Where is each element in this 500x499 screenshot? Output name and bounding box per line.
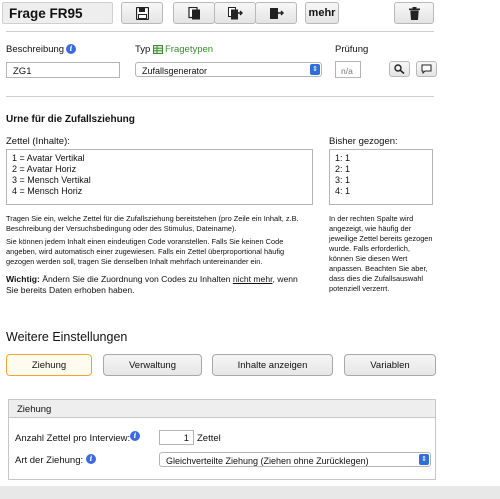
urne-heading: Urne für die Zufallsziehung: [6, 114, 135, 125]
zettel-help-2: Sie können jedem Inhalt einen eindeutigen Code voranstellen. Falls Sie keinen Code angeben, wird automatisch einer zugewiesen. Falls ein Zettel überproportional häufig gezogen werden soll, tragen Sie denselben Inhalt mehrfach untereinander ein.: [6, 237, 285, 266]
tab-ziehung[interactable]: [6, 354, 92, 376]
ziehung-panel-title: Ziehung: [9, 400, 435, 418]
info-icon[interactable]: i: [66, 44, 76, 54]
divider: [6, 31, 434, 32]
copy-to-icon: [228, 7, 243, 20]
move-to-button[interactable]: [255, 2, 297, 24]
zettel-textarea[interactable]: [6, 149, 313, 205]
info-icon[interactable]: i: [130, 431, 140, 441]
tab-ziehung-label: Ziehung: [31, 359, 67, 371]
ziehung-panel: [8, 399, 436, 480]
anzahl-value: 1: [183, 433, 189, 444]
speech-bubble-icon: [421, 64, 432, 74]
question-title: Frage FR95: [2, 2, 113, 24]
warning-part-2: , wenn Sie bereits Daten erhoben haben.: [6, 274, 298, 295]
bisher-textarea[interactable]: [329, 149, 433, 205]
fragetypen-link[interactable]: [153, 44, 213, 55]
tab-verwaltung[interactable]: [103, 354, 202, 376]
delete-button[interactable]: [394, 2, 434, 24]
art-label: Art der Ziehung:: [15, 455, 84, 466]
magnifier-icon: [394, 64, 405, 74]
fragetypen-link-label: Fragetypen: [165, 44, 214, 55]
move-to-icon: [269, 7, 284, 20]
typ-label: Typ: [135, 44, 151, 55]
tab-verwaltung-label: Verwaltung: [128, 359, 176, 371]
duplicate-icon: [188, 7, 201, 20]
duplicate-button[interactable]: [173, 2, 215, 24]
beschreibung-input[interactable]: ZG1: [6, 62, 120, 78]
anzahl-unit: Zettel: [197, 433, 221, 444]
art-select[interactable]: [159, 452, 431, 467]
beschreibung-label: Beschreibung: [6, 44, 65, 55]
pruefung-label: Prüfung: [335, 44, 369, 55]
zettel-help-1: Tragen Sie ein, welche Zettel für die Zufallsziehung bereitstehen (pro Zeile ein Inhalt, z.B. Beschreibung der Versuchsbedingung oder des Stimulus, Dateiname).: [6, 214, 299, 233]
typ-select[interactable]: [135, 62, 322, 77]
warning-text: [6, 274, 311, 296]
pruefung-input[interactable]: [335, 61, 361, 78]
select-arrow-icon: ⇕: [419, 454, 429, 465]
bisher-label: Bisher gezogen:: [329, 136, 398, 147]
warning-underline: nicht mehr: [232, 274, 273, 284]
tab-variablen-label: Variablen: [370, 359, 410, 371]
divider: [6, 96, 434, 97]
typ-select-value: Zufallsgenerator: [142, 66, 208, 76]
save-icon: [136, 7, 149, 20]
zettel-label: Zettel (Inhalte):: [6, 136, 70, 147]
save-button[interactable]: [121, 2, 163, 24]
search-button[interactable]: [389, 61, 410, 77]
more-button-label: mehr: [308, 7, 336, 19]
more-button[interactable]: [305, 2, 339, 24]
tab-inhalte-anzeigen-label: Inhalte anzeigen: [237, 359, 308, 371]
art-select-value: Gleichverteilte Ziehung (Ziehen ohne Zurücklegen): [166, 456, 369, 466]
copy-to-button[interactable]: [214, 2, 256, 24]
comment-button[interactable]: [416, 61, 437, 77]
bottom-bar: [0, 486, 500, 499]
table-icon: [153, 45, 163, 54]
tab-variablen[interactable]: [344, 354, 436, 376]
weitere-heading: Weitere Einstellungen: [6, 330, 128, 344]
warning-bold: Wichtig:: [6, 274, 40, 284]
bisher-help: In der rechten Spalte wird angezeigt, wie häufig der jeweilige Zettel bereits gezogen wurde. Falls erforderlich, können Sie diesen Wert anpassen. Beachten Sie aber, dass dies die Zufallsauswahl potenziell verzerrt.: [329, 214, 433, 293]
select-arrow-icon: ⇕: [310, 64, 320, 75]
trash-icon: [409, 7, 420, 20]
anzahl-input[interactable]: [159, 430, 194, 445]
tab-inhalte-anzeigen[interactable]: [212, 354, 333, 376]
info-icon[interactable]: i: [86, 454, 96, 464]
pruefung-value: n/a: [341, 66, 353, 76]
warning-part-1: Ändern Sie die Zuordnung von Codes zu Inhalten: [39, 274, 233, 284]
anzahl-label: Anzahl Zettel pro Interview:: [15, 433, 131, 444]
